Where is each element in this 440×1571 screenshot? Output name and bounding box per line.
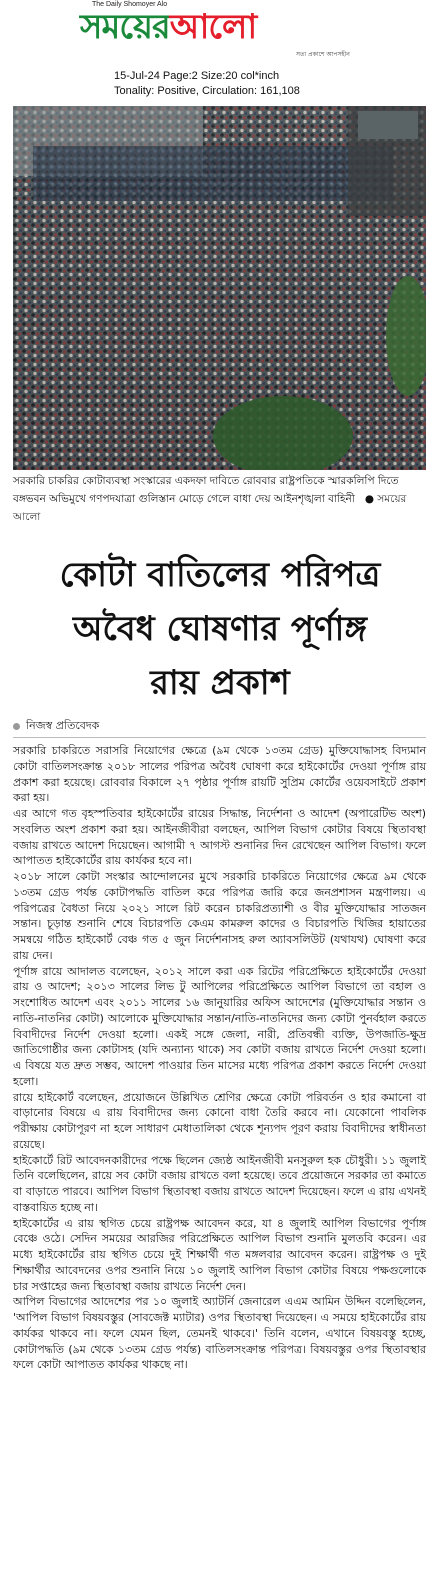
logo-part-2: আলো	[169, 7, 257, 47]
newspaper-logo	[80, 7, 256, 47]
byline-bullet-icon	[13, 723, 20, 730]
body-paragraph-2: এর আগে গত বৃহস্পতিবার হাইকোর্টের রায়ের সিদ্ধান্ত, নির্দেশনা ও আদেশ (অপারেটিভ অংশ) সংবলিত অংশ প্রকাশ করা হয়। আইনজীবীরা বলছেন, আপিল বিভাগ কোটার বিষয়ে স্থিতাবস্থা বজায় রাখতে আদেশ দিয়েছেন। আগামী ৭ আগস্ট শুনানির দিন রেখেছেন আপিল বিভাগ। ফলে আপাতত হাইকোর্টের রায় কার্যকর হবে না।	[13, 807, 426, 868]
caption-credit: সময়ের আলো	[13, 493, 407, 523]
masthead-tagline: সত্য প্রকাশে আপসহীন	[296, 51, 350, 58]
headline-line-2: অবৈধ ঘোষণার পূর্ণাঙ্গ	[73, 609, 367, 649]
caption-credit-bullet-icon: ●	[358, 493, 378, 505]
headline-line-1: কোটা বাতিলের পরিপত্র	[59, 555, 381, 595]
body-paragraph-1: সরকারি চাকরিতে সরাসরি নিয়োগের ক্ষেত্রে (৯ম থেকে ১৩তম গ্রেড) মুক্তিযোদ্ধাসহ বিদ্যমান কোটা বাতিলসংক্রান্ত ২০১৮ সালের পরিপত্র অবৈধ ঘোষণা করে হাইকোর্টের দেওয়া পূর্ণাঙ্গ রায় প্রকাশ করা হয়েছে। রোববার বিকালে ২৭ পৃষ্ঠার পূর্ণাঙ্গ রায়টি সুপ্রিম কোর্টের ওয়েবসাইটে প্রকাশ করা হয়।	[13, 744, 426, 805]
crowd-photo	[13, 106, 426, 470]
photo-caption	[13, 472, 426, 526]
masthead-english-name: The Daily Shomoyer Alo	[92, 1, 168, 8]
body-paragraph-4: পূর্ণাঙ্গ রায়ে আদালত বলেছেন, ২০১২ সালে করা এক রিটের পরিপ্রেক্ষিতে হাইকোর্টের দেওয়া রায় ও আদেশ; ২০১৩ সালের লিভ টু আপিলের পরিপ্রেক্ষিতে আপিল বিভাগে তা বহাল ও সংশোধিত আদেশ এবং ২০১১ সালের ১৬ জানুয়ারির অফিস আদেশের (মুক্তিযোদ্ধার সন্তান ও নাতি-নাতনির কোটা) আলোকে মুক্তিযোদ্ধার সন্তান/নাতি-নাতনিদের জন্য কোটা পুনর্বহাল করতে বিবাদীদের নির্দেশ দেওয়া হলো। একই সঙ্গে জেলা, নারী, প্রতিবন্ধী ব্যক্তি, উপজাতি-ক্ষুদ্র জাতিগোষ্ঠীর জন্য কোটাসহ (যদি অন্যান্য থাকে) সব কোটা বজায় রাখতে নির্দেশ দেওয়া হলো। এ বিষয়ে যত দ্রুত সম্ভব, আদেশ পাওয়ার তিন মাসের মধ্যে পরিপত্র প্রকাশ করতে নির্দেশ দেওয়া হলো।	[13, 964, 426, 1088]
clip-metadata	[114, 69, 300, 99]
body-paragraph-7: হাইকোর্টের এ রায় স্থগিত চেয়ে রাষ্ট্রপক্ষ আবেদন করে, যা ৪ জুলাই আপিল বিভাগের পূর্ণাঙ্গ বেঞ্চে ওঠে। সেদিন সময়ের আরজির পরিপ্রেক্ষিতে আপিল বিভাগ শুনানি মুলতবি করেন। এর মধ্যে হাইকোর্টের রায় স্থগিত চেয়ে দুই শিক্ষার্থী গত মঙ্গলবার আবেদন করেন। রাষ্ট্রপক্ষ ও দুই শিক্ষার্থীর আবেদনের ওপর শুনানি নিয়ে ১০ জুলাই আপিল বিভাগ কোটার বিষয়ে পক্ষগুলোকে চার সপ্তাহের জন্য স্থিতাবস্থা বজায় রাখতে নির্দেশ দেন।	[13, 1216, 426, 1293]
headline-line-3: রায় প্রকাশ	[150, 663, 290, 703]
logo-part-1: সময়ের	[80, 7, 170, 47]
article-headline	[0, 548, 440, 710]
body-paragraph-3: ২০১৮ সালে কোটা সংস্কার আন্দোলনের মুখে সরকারি চাকরিতে নিয়োগের ক্ষেত্রে ৯ম থেকে ১৩তম গ্রেড পর্যন্ত কোটাপদ্ধতি বাতিল করে পরিপত্র জারি করে জনপ্রশাসন মন্ত্রণালয়। এ পরিপত্রের বৈধতা নিয়ে ২০২১ সালে রিট করেন চাকরিপ্রত্যাশী ও বীর মুক্তিযোদ্ধার সাতজন সন্তান। চূড়ান্ত শুনানি শেষে বিচারপতি কেএম কামরুল কাদের ও বিচারপতি খিজির হায়াতের সমন্বয়ে গঠিত হাইকোর্ট বেঞ্চ গত ৫ জুন নির্দেশনাসহ রুল অ্যাবসলিউট (যথাযথ) ঘোষণা করে রায় দেন।	[13, 870, 426, 962]
body-paragraph-8: আপিল বিভাগের আদেশের পর ১০ জুলাই অ্যাটর্নি জেনারেল এএম আমিন উদ্দিন বলেছিলেন, 'আপিল বিভাগ বিষয়বস্তুর (সাবজেক্ট ম্যাটার) ওপর স্থিতাবস্থা দিয়েছেন। এ সময়ে হাইকোর্টের রায় কার্যকর থাকবে না। ফলে যেমন ছিল, তেমনই থাকবে।' তিনি বলেন, এখানে বিষয়বস্তু হচ্ছে, কোটাপদ্ধতি (৯ম থেকে ১৩তম গ্রেড পর্যন্ত) বাতিলসংক্রান্ত পরিপত্র। বিষয়বস্তুর ওপর স্থিতাবস্থার ফলে কোটা আপাতত কার্যকর থাকছে না।	[13, 1295, 426, 1372]
byline-text: নিজস্ব প্রতিবেদক	[26, 719, 100, 732]
clip-meta-line-1: 15-Jul-24 Page:2 Size:20 col*inch	[114, 70, 280, 82]
article-body	[13, 743, 426, 1373]
byline	[13, 717, 99, 736]
divider	[13, 737, 426, 738]
masthead	[0, 0, 440, 64]
body-paragraph-5: রায়ে হাইকোর্ট বলেছেন, প্রয়োজনে উল্লিখিত শ্রেণির ক্ষেত্রে কোটা পরিবর্তন ও হার কমানো বা বাড়ানোর বিষয়ে এ রায় বিবাদীদের জন্য কোনো বাধা তৈরি করবে না। যেকোনো পাবলিক পরীক্ষায় কোটাপূরণ না হলে সাধারণ মেধাতালিকা থেকে শূন্যপদ পূরণ করায় বিবাদীদের স্বাধীনতা রয়েছে।	[13, 1090, 426, 1151]
clip-meta-line-2: Tonality: Positive, Circulation: 161,108	[114, 85, 300, 97]
caption-text: সরকারি চাকরির কোটাব্যবস্থা সংস্কারের একদফা দাবিতে রোববার রাষ্ট্রপতিকে স্মারকলিপি দিতে বঙ্গভবন অভিমুখে গণপদযাত্রা গুলিস্তান মোড়ে গেলে বাধা দেয় আইনশৃঙ্খলা বাহিনী	[13, 475, 399, 505]
body-paragraph-6: হাইকোর্টে রিট আবেদনকারীদের পক্ষে ছিলেন জ্যেষ্ঠ আইনজীবী মনসুরুল হক চৌধুরী। ১১ জুলাই তিনি বলেছিলেন, রায়ে সব কোটা বজায় রাখতে বলা হয়েছে। তবে প্রয়োজনে সরকার তা কমাতে বা বাড়াতে পারবে। আপিল বিভাগ স্থিতাবস্থা বজায় রাখতে আদেশ দিয়েছেন। ফলে এ রায় এখনই বাস্তবায়িত হচ্ছে না।	[13, 1153, 426, 1214]
